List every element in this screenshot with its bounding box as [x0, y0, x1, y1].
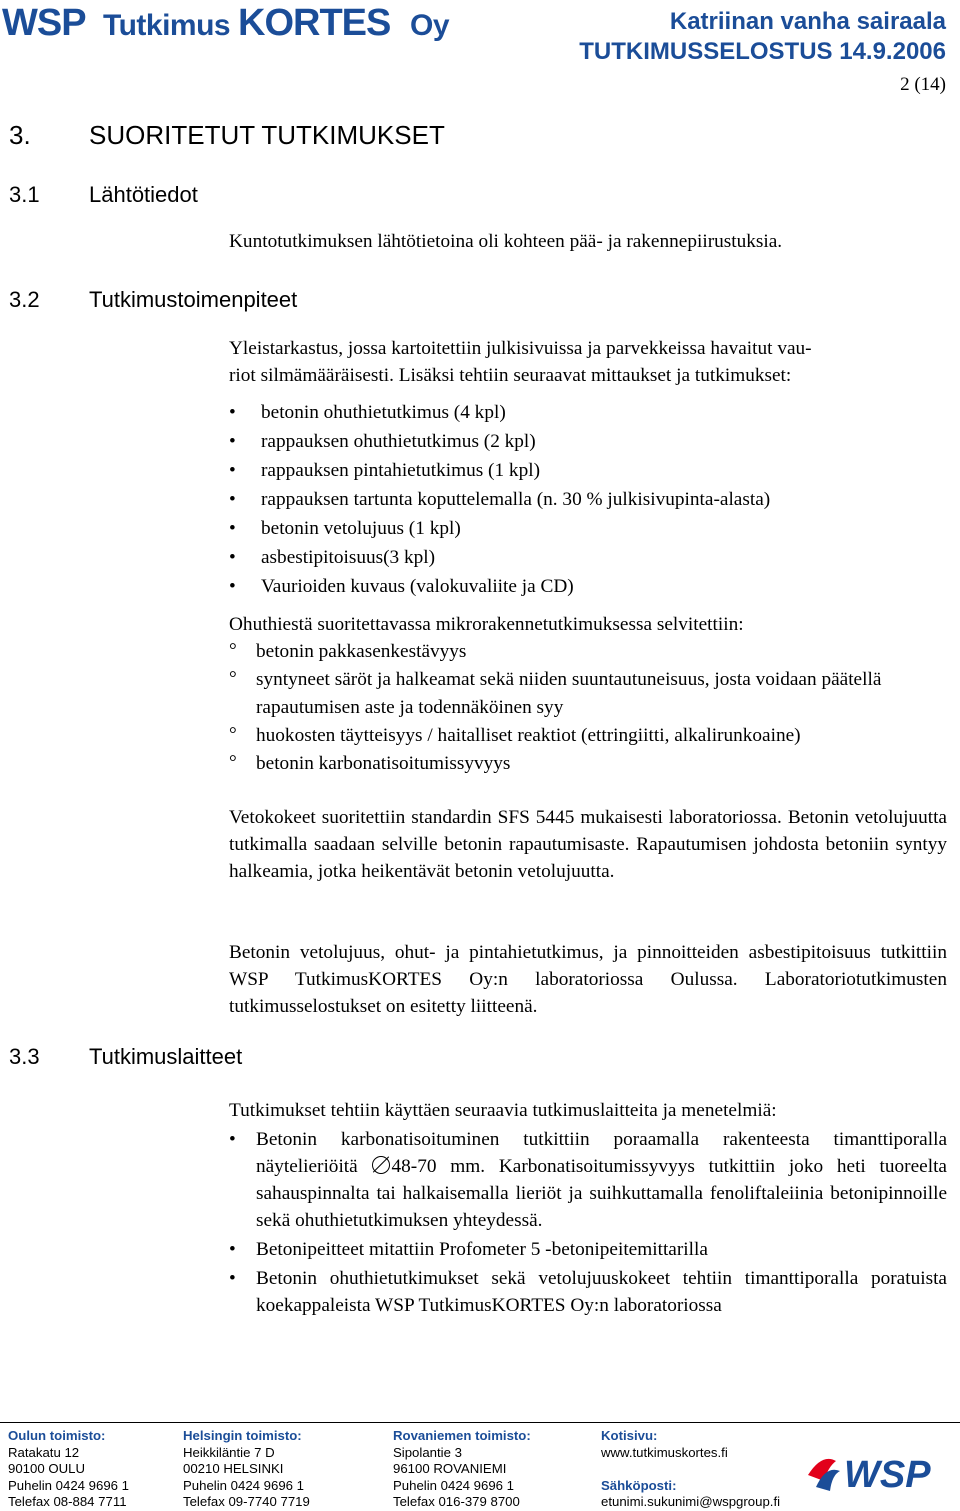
- item-text: Betonin karbonatisoituminen tutkittiin poraamalla rakenteesta timanttiporalla näytelieriöitä: [256, 1129, 947, 1177]
- office-title: Helsingin toimisto:: [183, 1428, 302, 1443]
- office-postcode: 96100 ROVANIEMI: [393, 1461, 507, 1476]
- homepage-title: Kotisivu:: [601, 1428, 658, 1443]
- footer-oulu: [8, 1428, 129, 1511]
- footer-divider: [0, 1422, 960, 1423]
- section-3-heading: [9, 120, 445, 151]
- email-link[interactable]: etunimi.sukunimi@wspgroup.fi: [601, 1494, 781, 1509]
- equipment-list: [229, 1126, 947, 1319]
- intro-line-1: Yleistarkastus, jossa kartoitettiin julkisivuissa ja parvekkeissa havaitut vau-: [229, 338, 812, 359]
- item-text: 48-70 mm. Karbonatisoitumissyvyys tutkittiin joko heti tuoreelta sahauspinnalta tai halkaisemalla lieriöt ja suihkuttamalla fenoliftaleiinia betonipinnoille sekä ohuthietutkimuksen yhteydessä.: [256, 1156, 947, 1231]
- section-number: 3.1: [9, 182, 40, 207]
- section-3-2-heading: [9, 287, 297, 313]
- section-number: 3.2: [9, 287, 40, 312]
- footer-helsinki: [183, 1428, 310, 1511]
- diameter-icon: [372, 1156, 390, 1174]
- section-3-3-heading: [9, 1044, 242, 1070]
- intro-line-2: riot silmämääräisesti. Lisäksi tehtiin seuraavat mittaukset ja tutkimukset:: [229, 365, 792, 386]
- section-title: Tutkimuslaitteet: [89, 1044, 243, 1069]
- svg-text:Tutkimus: Tutkimus: [103, 9, 231, 42]
- inspection-intro: [229, 335, 947, 389]
- wsp-footer-logo: [806, 1447, 956, 1495]
- section-title: Lähtötiedot: [89, 182, 198, 207]
- list-item: [229, 1126, 947, 1234]
- list-item: • Betonin ohuthietutkimukset sekä vetolujuuskokeet tehtiin timanttiporalla poratuista koekappaleista WSP TutkimusKORTES Oy:n laboratoriossa: [229, 1265, 947, 1319]
- list-item: ° betonin pakkasenkestävyys: [229, 638, 947, 666]
- list-item: • asbestipitoisuus(3 kpl): [229, 543, 770, 572]
- office-fax: Telefax 016-379 8700: [393, 1494, 520, 1509]
- thin-section-intro: Ohuthiestä suoritettavassa mikrorakennetutkimuksessa selvitettiin:: [229, 614, 744, 635]
- office-title: Oulun toimisto:: [8, 1428, 106, 1443]
- svg-text:WSP: WSP: [2, 2, 86, 42]
- office-phone: Puhelin 0424 9696 1: [393, 1477, 514, 1493]
- tension-test-paragraph: Vetokokeet suoritettiin standardin SFS 5445 mukaisesti laboratoriossa. Betonin vetolujuutta tutkimalla saadaan selville betonin rapautumisaste. Rapautumisen johdosta betoniin syntyy halkeamia, jotka heikentävät betonin vetolujuutta.: [229, 807, 947, 882]
- list-item: • betonin ohuthietutkimus (4 kpl): [229, 398, 770, 427]
- section-number: 3.3: [9, 1044, 40, 1069]
- wsp-logo-text: WSP: [844, 1454, 931, 1495]
- list-item: ° betonin karbonatisoitumissyvyys: [229, 750, 947, 778]
- email-title: Sähköposti:: [601, 1477, 677, 1493]
- list-item: • Vaurioiden kuvaus (valokuvaliite ja CD): [229, 572, 770, 601]
- office-address: Sipolantie 3: [393, 1444, 462, 1460]
- office-phone: Puhelin 0424 9696 1: [8, 1477, 129, 1493]
- office-phone: Puhelin 0424 9696 1: [183, 1477, 304, 1493]
- office-postcode: 90100 OULU: [8, 1461, 85, 1476]
- laboratory-paragraph: Betonin vetolujuus, ohut- ja pintahietutkimus, ja pinnoitteiden asbestipitoisuus tutkittiin WSP TutkimusKORTES Oy:n laboratoriossa Oulussa. Laboratoriotutkimusten tutkimusselostukset on esitetty liitteenä.: [229, 942, 947, 1017]
- office-address: Heikkiläntie 7 D: [183, 1444, 275, 1460]
- list-item: • betonin vetolujuus (1 kpl): [229, 514, 770, 543]
- footer-contact: [601, 1428, 780, 1511]
- measurement-list: [229, 398, 770, 601]
- header-title: Katriinan vanha sairaala: [669, 8, 946, 35]
- company-logo: [0, 2, 470, 50]
- header-subtitle: TUTKIMUSSELOSTUS 14.9.2006: [579, 38, 946, 65]
- background-text: Kuntotutkimuksen lähtötietoina oli kohteen pää- ja rakennepiirustuksia.: [229, 231, 783, 252]
- svg-text:KORTES: KORTES: [238, 2, 391, 42]
- section-title: Tutkimustoimenpiteet: [89, 287, 298, 312]
- page-number: 2 (14): [900, 74, 946, 95]
- thin-section-list: [229, 638, 947, 778]
- office-postcode: 00210 HELSINKI: [183, 1461, 284, 1476]
- svg-text:Oy: Oy: [410, 9, 450, 42]
- list-item: • rappauksen tartunta koputtelemalla (n. 30 % julkisivupinta-alasta): [229, 485, 770, 514]
- list-item: ° syntyneet säröt ja halkeamat sekä niiden suuntautuneisuus, josta voidaan päätellä rapautumisen aste ja todennäköinen syy: [229, 666, 947, 722]
- office-fax: Telefax 09-7740 7719: [183, 1494, 310, 1509]
- list-item: • Betonipeitteet mitattiin Profometer 5 -betonipeitemittarilla: [229, 1236, 947, 1263]
- equipment-intro: Tutkimukset tehtiin käyttäen seuraavia tutkimuslaitteita ja menetelmiä:: [229, 1100, 777, 1121]
- footer-rovaniemi: [393, 1428, 531, 1511]
- office-title: Rovaniemen toimisto:: [393, 1428, 531, 1443]
- office-fax: Telefax 08-884 7711: [8, 1494, 127, 1509]
- section-3-1-heading: [9, 182, 198, 208]
- list-item: • rappauksen ohuthietutkimus (2 kpl): [229, 427, 770, 456]
- section-number: 3.: [9, 120, 31, 150]
- section-title: SUORITETUT TUTKIMUKSET: [89, 120, 445, 150]
- homepage-link[interactable]: www.tutkimuskortes.fi: [601, 1444, 728, 1460]
- list-item: • rappauksen pintahietutkimus (1 kpl): [229, 456, 770, 485]
- office-address: Ratakatu 12: [8, 1444, 80, 1460]
- list-item: ° huokosten täytteisyys / haitalliset reaktiot (ettringiitti, alkalirunkoaine): [229, 722, 947, 750]
